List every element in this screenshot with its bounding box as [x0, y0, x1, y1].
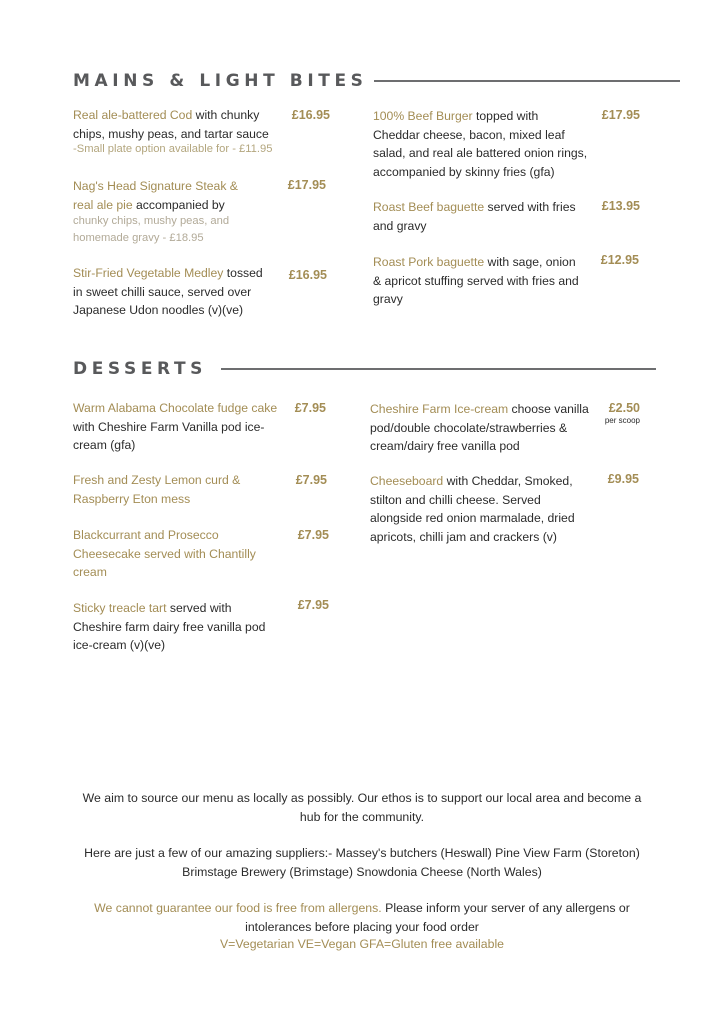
mains-header [73, 71, 680, 91]
menu-item-steak-pie: Nag's Head Signature Steak & real ale pie accompanied by chunky chips, mushy peas, and homemade gravy - £18.95 [73, 179, 238, 244]
menu-item-cod: Real ale-battered Cod with chunky chips, mushy peas, and tartar sauce -Small plate option available for - £11.95 [73, 106, 278, 158]
price-eton-mess: £7.95 [295, 473, 327, 487]
menu-item-cheesecake: Blackcurrant and Prosecco Cheesecake served with Chantilly cream [73, 528, 256, 579]
ethos-text: We aim to source our menu as locally as possibly. Our ethos is to support our local area and become a hub for the community. [82, 791, 642, 824]
menu-item-roast-beef: Roast Beef baguette served with fries and gravy [373, 200, 576, 233]
mains-divider [374, 80, 680, 82]
price-fudge-cake: £7.95 [294, 401, 326, 415]
dietary-key: V=Vegetarian VE=Vegan GFA=Gluten free available [219, 937, 505, 951]
price-roast-beef: £13.95 [601, 199, 640, 213]
small-plate-note: -Small plate option available for - £11.95 [73, 143, 273, 155]
desserts-title: DESSERTS [73, 359, 208, 379]
menu-item-roast-pork: Roast Pork baguette with sage, onion & apricot stuffing served with fries and gravy [373, 255, 579, 306]
price-ice-cream: £2.50 [608, 401, 640, 415]
menu-item-burger: 100% Beef Burger topped with Cheddar cheese, bacon, mixed leaf salad, and real ale battered onion rings, accompanied by skinny fries (gfa) [373, 109, 588, 179]
price-cod: £16.95 [291, 108, 330, 122]
menu-item-treacle-tart: Sticky treacle tart served with Cheshire farm dairy free vanilla pod ice-cream (v)(ve) [73, 601, 266, 652]
price-unit-per-scoop: per scoop [604, 416, 640, 425]
suppliers-text: Here are just a few of our amazing suppliers:- Massey's butchers (Heswall) Pine View Farm (Storeton) Brimstage Brewery (Brimstage) Snowdonia Cheese (North Wales) [84, 846, 640, 879]
desserts-divider [221, 368, 656, 370]
menu-item-cheeseboard: Cheeseboard with Cheddar, Smoked, stilton and chilli cheese. Served alongside red onion marmalade, dried apricots, chilli jam and crackers (v) [370, 474, 575, 544]
menu-item-stir-fry: Stir-Fried Vegetable Medley tossed in sweet chilli sauce, served over Japanese Udon noodles (v)(ve) [73, 266, 263, 317]
price-stir-fry: £16.95 [288, 268, 327, 282]
menu-item-fudge-cake: Warm Alabama Chocolate fudge cake with Cheshire Farm Vanilla pod ice-cream (gfa) [73, 401, 278, 452]
price-cheeseboard: £9.95 [607, 472, 639, 486]
price-roast-pork: £12.95 [600, 253, 639, 267]
price-steak-pie: £17.95 [287, 178, 326, 192]
allergen-warning: We cannot guarantee our food is free from allergens. [94, 901, 382, 915]
menu-item-ice-cream: Cheshire Farm Ice-cream choose vanilla pod/double chocolate/strawberries & cream/dairy free vanilla pod [370, 402, 589, 453]
desserts-header [73, 359, 656, 379]
price-treacle-tart: £7.95 [297, 598, 329, 612]
price-cheesecake: £7.95 [297, 528, 329, 542]
allergen-info: Please inform your server of any allergens or intolerances before placing your food order [245, 901, 630, 934]
mains-title: MAINS & LIGHT BITES [73, 71, 368, 91]
price-burger: £17.95 [601, 108, 640, 122]
menu-item-eton-mess: Fresh and Zesty Lemon curd & Raspberry Eton mess [73, 473, 241, 506]
allergen-notice [90, 899, 634, 936]
